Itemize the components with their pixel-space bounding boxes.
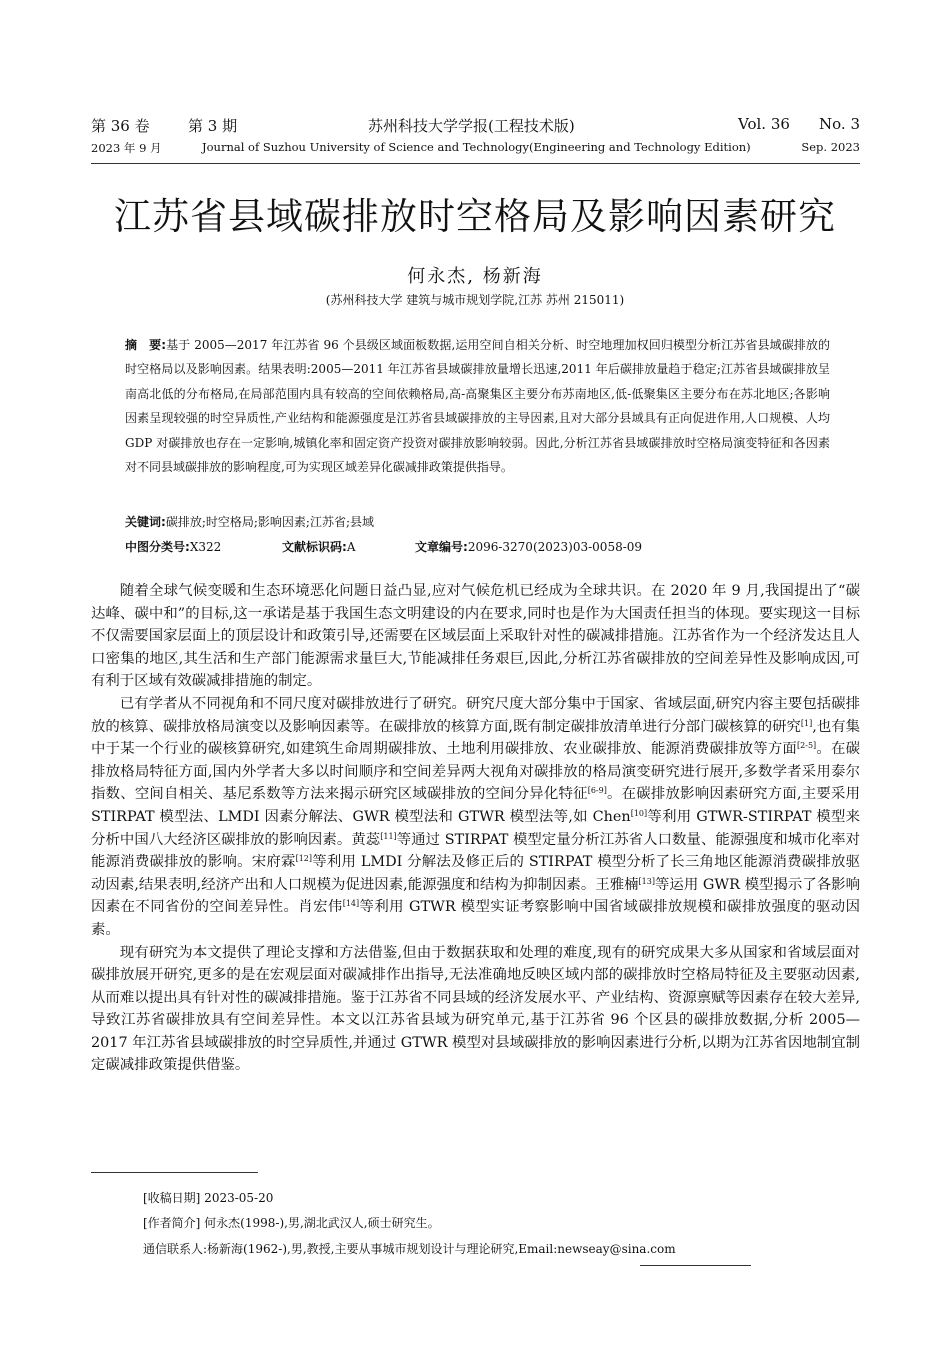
citation: [11] — [380, 831, 397, 841]
citation: [6-9] — [587, 786, 607, 796]
paper-affiliation: (苏州科技大学 建筑与城市规划学院,江苏 苏州 215011) — [325, 293, 625, 307]
keywords — [125, 513, 830, 530]
citation: [10] — [630, 808, 648, 818]
header-journal-cn: 苏州科技大学学报(工程技术版) — [368, 117, 575, 135]
header-date-en: Sep. 2023 — [801, 140, 860, 154]
citation: [12] — [295, 854, 312, 864]
header-rule — [91, 163, 860, 164]
abstract-text: 基于 2005—2017 年江苏省 96 个县级区域面板数据,运用空间自相关分析、时空地理加权回归模型分析江苏省县域碳排放的时空格局以及影响因素。结果表明:2005—2011 年江苏省县域碳排放量增长迅速,2011 年后碳排放量趋于稳定;江苏省县域碳排放呈南高北低的分布格局,在局部范围内具有较高的空间依赖格局,高-高聚集区主要分布苏南地区,低-低聚集区主要分布在苏北地区;各影响因素呈现较强的时空异质性,产业结构和能源强度是江苏省县域碳排放的主导因素,且对大部分县域具有正向促进作用,人口规模、人均 GDP 对碳排放也存在一定影响,城镇化率和固定资产投资对碳排放影响较弱。因此,分析江苏省县域碳排放时空格局演变特征和各因素对不同县域碳排放的影响程度,可为实现区域差异化碳减排政策提供指导。 — [125, 338, 830, 475]
footnote-received: [收稿日期] 2023-05-20 — [143, 1191, 274, 1205]
paper-title: 江苏省县域碳排放时空格局及影响因素研究 — [114, 195, 836, 238]
citation: [1] — [800, 718, 813, 728]
header-vol-en: Vol. 36 — [738, 115, 790, 133]
header-no-en: No. 3 — [819, 115, 860, 133]
citation: [13] — [638, 876, 655, 886]
paper-authors: 何永杰, 杨新海 — [407, 266, 543, 287]
clc-label: 中图分类号: — [125, 540, 190, 554]
header-journal-en: Journal of Suzhou University of Science and Technology(Engineering and Technology Edition) — [202, 140, 751, 154]
running-header-line-2 — [91, 140, 860, 158]
article-number-label: 文章编号: — [415, 540, 468, 554]
article-number-value: 2096-3270(2023)03-0058-09 — [467, 540, 643, 554]
keywords-text: 碳排放;时空格局;影响因素;江苏省;县域 — [165, 515, 374, 529]
footnote-rule — [91, 1172, 258, 1173]
body-text — [91, 580, 860, 1077]
citation: [2-5] — [797, 741, 817, 751]
clc-value: X322 — [189, 540, 222, 554]
email-underline — [640, 1265, 751, 1266]
abstract — [125, 333, 830, 479]
keywords-label: 关键词: — [125, 515, 166, 529]
header-date-cn: 2023 年 9 月 — [91, 141, 162, 155]
running-header-line-1 — [91, 115, 860, 135]
abstract-label: 摘 要: — [125, 338, 167, 352]
header-issue: 第 3 期 — [188, 117, 238, 135]
body-paragraph-1: 随着全球气候变暖和生态环境恶化问题日益凸显,应对气候危机已经成为全球共识。在 2020 年 9 月,我国提出了“碳达峰、碳中和”的目标,这一承诺是基于我国生态文明建设的内在要求,同时也是作为大国责任担当的体现。要实现这一目标不仅需要国家层面上的顶层设计和政策引导,还需要在区域层面上采取针对性的碳减排措施。江苏省作为一个经济发达且人口密集的地区,其生活和生产部门能源需求量巨大,节能减排任务艰巨,因此,分析江苏省碳排放的空间差异性及影响成因,可有利于区域有效碳减排措施的制定。 — [91, 583, 860, 690]
footnote-author-bio: [作者简介] 何永杰(1998-),男,湖北武汉人,硕士研究生。 — [143, 1216, 440, 1230]
citation: [14] — [342, 899, 360, 909]
doc-code-label: 文献标识码: — [282, 540, 347, 554]
body-paragraph-3: 现有研究为本文提供了理论支撑和方法借鉴,但由于数据获取和处理的难度,现有的研究成果大多从国家和省域层面对碳排放展开研究,更多的是在宏观层面对碳减排作出指导,无法准确地反映区域内部的碳排放时空格局特征及主要驱动因素,从而难以提出具有针对性的碳减排措施。鉴于江苏省不同县域的经济发展水平、产业结构、资源禀赋等因素存在较大差异,导致江苏省碳排放具有空间差异性。本文以江苏省县域为研究单元,基于江苏省 96 个区县的碳排放数据,分析 2005—2017 年江苏省县域碳排放的时空异质性,并通过 GTWR 模型对县域碳排放的影响因素进行分析,以期为江苏省因地制宜制定碳减排政策提供借鉴。 — [91, 944, 860, 1074]
footnote-contact: 通信联系人:杨新海(1962-),男,教授,主要从事城市规划设计与理论研究,Email:newseay@sina.com — [143, 1242, 676, 1256]
header-volume: 第 36 卷 — [91, 117, 150, 135]
body-paragraph-2: 已有学者从不同视角和不同尺度对碳排放进行了研究。研究尺度大部分集中于国家、省域层面,研究内容主要包括碳排放的核算、碳排放格局演变以及影响因素等。在碳排放的核算方面,既有制定碳排放清单进行分部门碳核算的研究[1],也有集中于某一个行业的碳核算研究,如建筑生命周期碳排放、土地利用碳排放、农业碳排放、能源消费碳排放等方面[2-5]。在碳排放格局特征方面,国内外学者大多以时间顺序和空间差异两大视角对碳排放的格局演变研究进行展开,多数学者采用泰尔指数、空间自相关、基尼系数等方法来揭示研究区域碳排放的空间分异化特征[6-9]。在碳排放影响因素研究方面,主要采用 STIRPAT 模型法、LMDI 因素分解法、GWR 模型法和 GTWR 模型法等,如 Chen[10]等利用 GTWR-STIRPAT 模型来分析中国八大经济区碳排放的影响因素。黄蕊[11]等通过 STIRPAT 模型定量分析江苏省人口数量、能源强度和城市化率对能源消费碳排放的影响。宋府霖[12]等利用 LMDI 分解法及修正后的 STIRPAT 模型分析了长三角地区能源消费碳排放驱动因素,结果表明,经济产出和人口规模为促进因素,能源强度和结构为抑制因素。王雅楠[13]等运用 GWR 模型揭示了各影响因素在不同省份的空间差异性。肖宏伟[14]等利用 GTWR 模型实证考察影响中国省域碳排放规模和碳排放强度的驱动因素。 — [91, 695, 861, 938]
doc-code-value: A — [346, 540, 356, 554]
